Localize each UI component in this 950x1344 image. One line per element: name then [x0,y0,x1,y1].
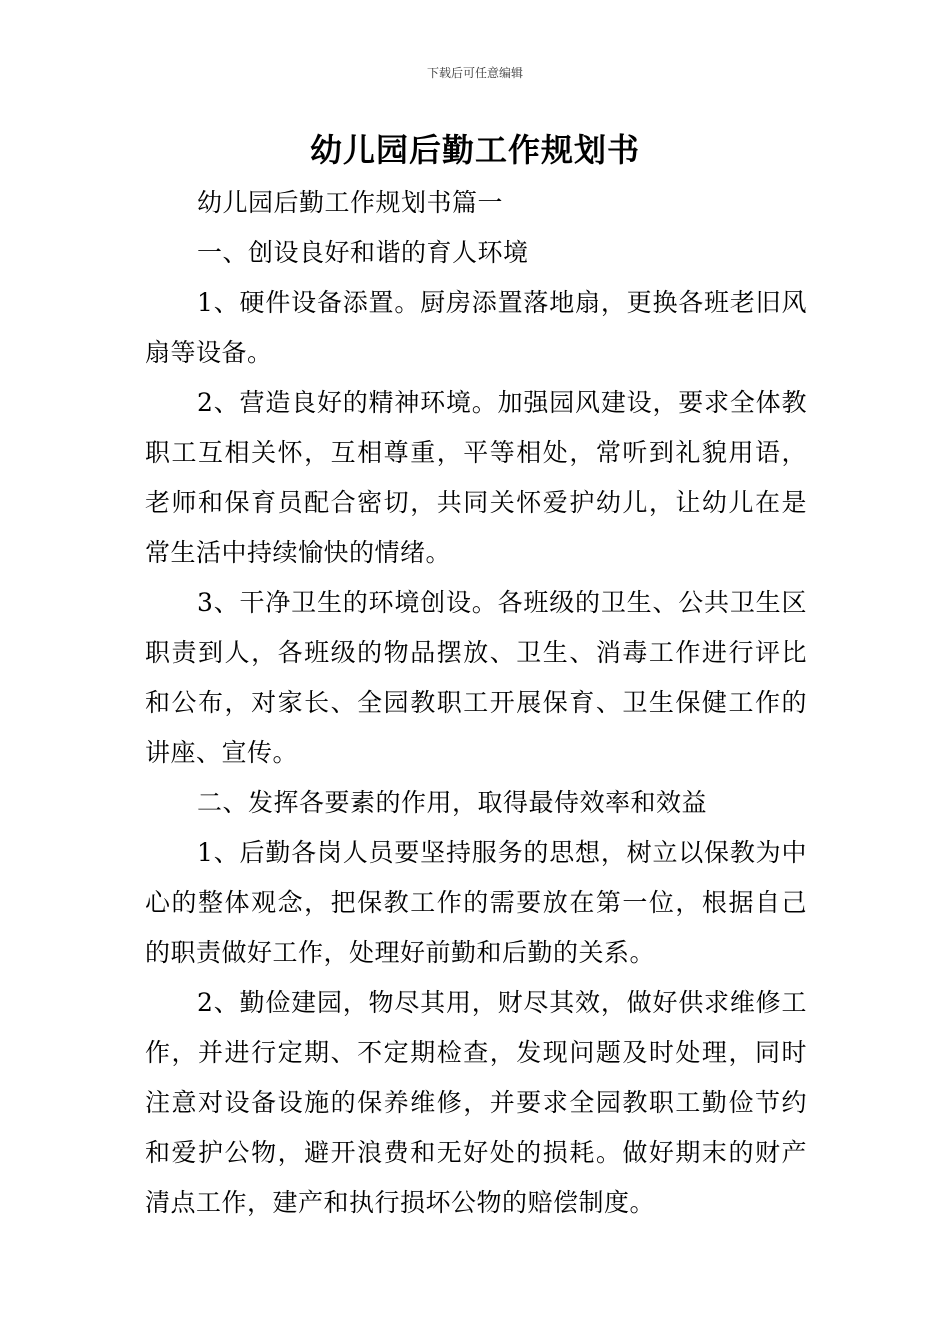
paragraph-section-2-heading: 二、发挥各要素的作用，取得最侍效率和效益 [197,788,708,817]
page-header: 下载后可任意编辑 [426,66,523,80]
paragraph-2-1: 1、后勤各岗人员要坚持服务的思想，树立以保教为中心的整体观念，把保教工作的需要放在第一位，根据自己的职责做好工作，处理好前勤和后勤的关系。 [145,838,807,967]
paragraph-2-2: 2、勤俭建园，物尽其用，财尽其效，做好供求维修工作，并进行定期、不定期检查，发现问题及时处理，同时注意对设备设施的保养维修，并要求全园教职工勤俭节约和爱护公物，避开浪费和无好处的损耗。做好期末的财产清点工作，建产和执行损坏公物的赔偿制度。 [145,988,807,1217]
paragraph-1-1: 1、硬件设备添置。厨房添置落地扇，更换各班老旧风扇等设备。 [145,288,807,367]
paragraph-section-1-heading: 一、创设良好和谐的育人环境 [197,238,529,267]
paragraph-1-2: 2、营造良好的精神环境。加强园风建设，要求全体教职工互相关怀，互相尊重，平等相处，常听到礼貌用语，老师和保育员配合密切，共同关怀爱护幼儿，让幼儿在是常生活中持续愉快的情绪。 [145,388,807,567]
document-body [145,178,807,1228]
paragraph-subtitle: 幼儿园后勤工作规划书篇一 [197,188,504,217]
document-title: 幼儿园后勤工作规划书 [309,131,640,169]
paragraph-1-3: 3、干净卫生的环境创设。各班级的卫生、公共卫生区职责到人，各班级的物品摆放、卫生、消毒工作进行评比和公布，对家长、全园教职工开展保育、卫生保健工作的讲座、宣传。 [145,588,807,767]
